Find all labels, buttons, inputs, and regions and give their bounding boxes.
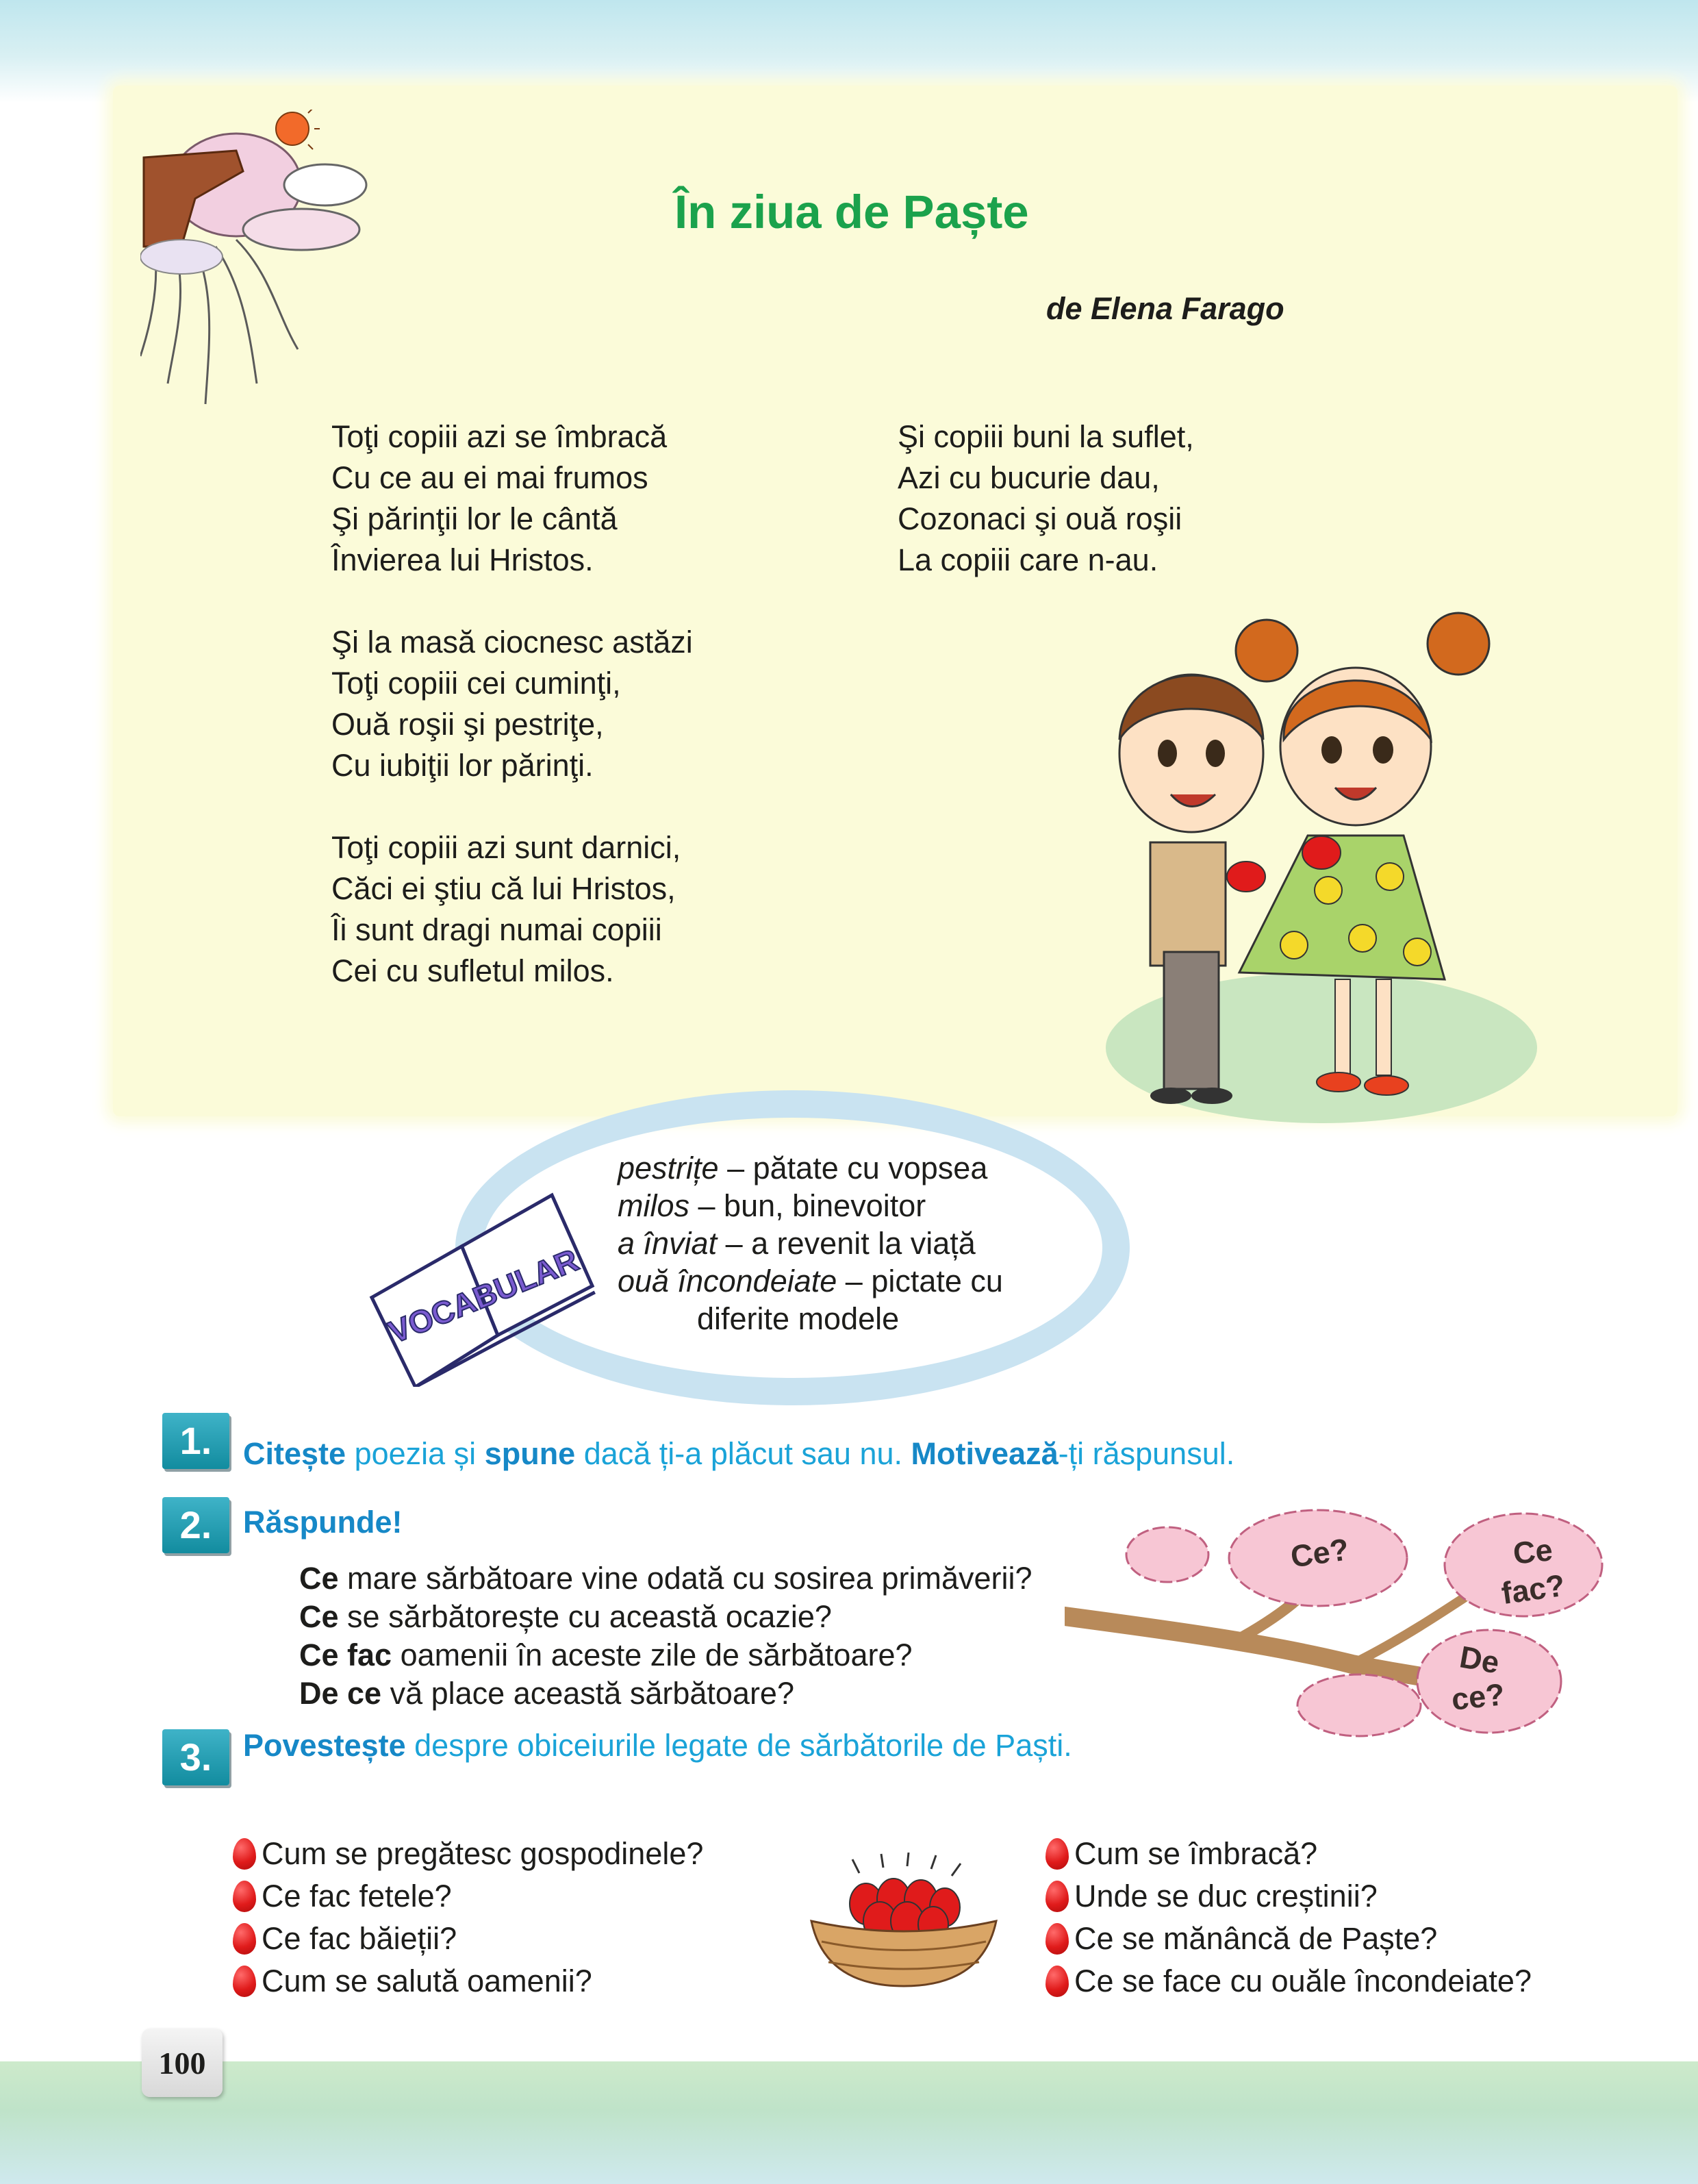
stanza-2: [331, 622, 693, 786]
bottom-decorative-band: [0, 2061, 1698, 2184]
vocab-term: milos: [618, 1188, 690, 1223]
stanza-4: [898, 416, 1194, 581]
question-rest: vă place această sărbătoare?: [381, 1676, 794, 1711]
exercise-2-questions: [299, 1559, 1032, 1713]
exercise-1-verb-say: spune: [484, 1436, 576, 1471]
exercise-3-number: 3.: [162, 1729, 229, 1785]
question-keyword: De ce: [299, 1676, 382, 1711]
vocab-term: pestrițe: [618, 1151, 719, 1185]
poem-line: La copiii care n-au.: [898, 542, 1158, 577]
question-line: [299, 1674, 1032, 1713]
question-rest: se sărbătorește cu această ocazie?: [338, 1599, 832, 1634]
prompt-text: Ce se face cu ouăle încondeiate?: [1074, 1963, 1532, 1998]
stanza-3: [331, 827, 681, 992]
vocab-definition-continuation: diferite modele: [697, 1301, 900, 1336]
red-egg-bullet-icon: [233, 1838, 256, 1870]
question-keyword: Ce fac: [299, 1637, 392, 1672]
poem-line: Căci ei ştiu că lui Hristos,: [331, 871, 676, 906]
vocabulary-entry: [618, 1187, 1003, 1225]
poem-line: Învierea lui Hristos.: [331, 542, 594, 577]
cloud-label-why-1: De: [1457, 1639, 1502, 1681]
exercise-3-verb: Povestește: [243, 1728, 406, 1763]
question-line: [299, 1559, 1032, 1598]
vocabulary-book-icon: [359, 1175, 596, 1387]
question-keyword: Ce: [299, 1561, 339, 1596]
red-egg-bullet-icon: [233, 1881, 256, 1912]
vocabulary-list: [618, 1149, 1003, 1338]
exercise-2-number: 2.: [162, 1497, 229, 1553]
question-keyword: Ce: [299, 1599, 339, 1634]
exercise-1-text: [243, 1436, 1234, 1472]
vocab-term: ouă încondeiate: [618, 1264, 837, 1298]
cloud-label-what-do-2: fac?: [1499, 1567, 1567, 1611]
page-number: 100: [158, 2046, 206, 2081]
exercise-1-verb-read: Citește: [243, 1436, 346, 1471]
exercise-1-fragment: poezia și: [346, 1436, 485, 1471]
vocabulary-entry: [618, 1149, 1003, 1187]
exercise-1-verb-motivate: Motivează: [911, 1436, 1059, 1471]
red-egg-bullet-icon: [1046, 1881, 1069, 1912]
prompt-text: Ce se mănâncă de Paște?: [1074, 1921, 1438, 1956]
vocab-term: a înviat: [618, 1226, 718, 1261]
list-item: [233, 1833, 703, 1875]
poem-author: de Elena Farago: [1046, 291, 1284, 326]
poem-line: Îi sunt dragi numai copiii: [331, 912, 662, 947]
red-egg-bullet-icon: [1046, 1923, 1069, 1955]
list-item: [233, 1960, 703, 2003]
sun-icon: [276, 112, 309, 145]
question-rest: oamenii în aceste zile de sărbătoare?: [392, 1637, 913, 1672]
poem-line: Cozonaci şi ouă roşii: [898, 501, 1182, 536]
exercise-3-text: [243, 1728, 1072, 1763]
red-egg-bullet-icon: [1046, 1966, 1069, 1997]
poem-line: Toţi copiii azi se îmbracă: [331, 419, 668, 454]
poem-line: Ouă roşii şi pestriţe,: [331, 707, 604, 742]
poem-line: Toţi copiii cei cuminţi,: [331, 666, 621, 701]
poem-title: În ziua de Paște: [674, 186, 1029, 238]
exercise-2-heading-text: Răspunde!: [243, 1505, 403, 1540]
exercise-1-number: 1.: [162, 1413, 229, 1469]
poem-line: Cu iubiţii lor părinţi.: [331, 748, 594, 783]
cloud-label-what: Ce?: [1288, 1531, 1352, 1574]
vocab-definition: – bun, binevoitor: [689, 1188, 926, 1223]
list-item: [233, 1918, 703, 1960]
poem-line: Cei cu sufletul milos.: [331, 953, 614, 988]
red-egg-bullet-icon: [233, 1966, 256, 1997]
children-illustration: [1102, 582, 1547, 1123]
cloud-label-what-do-1: Ce: [1511, 1532, 1554, 1571]
poem-line: Cu ce au ei mai frumos: [331, 460, 648, 495]
poem-line: Şi copiii buni la suflet,: [898, 419, 1194, 454]
exercise-2-heading: [243, 1505, 403, 1540]
vocab-definition: – pătate cu vopsea: [718, 1151, 988, 1185]
poem-line: Azi cu bucurie dau,: [898, 460, 1160, 495]
prompt-text: Cum se îmbracă?: [1074, 1836, 1318, 1871]
exercise-3-fragment: despre obiceiurile legate de sărbătorile de Paști.: [405, 1728, 1072, 1763]
exercise-1-fragment: dacă ți-a plăcut sau nu.: [575, 1436, 911, 1471]
cloud-label-why-2: ce?: [1449, 1677, 1506, 1717]
blossom-cloud: [1126, 1527, 1208, 1582]
red-egg-bullet-icon: [1046, 1838, 1069, 1870]
list-item: [1046, 1918, 1532, 1960]
question-rest: mare sărbătoare vine odată cu sosirea primăverii?: [338, 1561, 1032, 1596]
list-item: [1046, 1960, 1532, 2003]
question-line: [299, 1636, 1032, 1674]
list-item: [1046, 1833, 1532, 1875]
vocabulary-badge-text: VOCABULAR: [383, 1242, 583, 1351]
prompts-left: [233, 1833, 703, 2003]
stanza-1: [331, 416, 667, 581]
exercise-1-fragment: -ți răspunsul.: [1058, 1436, 1235, 1471]
vocab-definition: – pictate cu: [837, 1264, 1003, 1298]
prompt-text: Unde se duc creștinii?: [1074, 1879, 1378, 1913]
prompt-text: Ce fac fetele?: [262, 1879, 452, 1913]
vocab-definition: – a revenit la viață: [717, 1226, 976, 1261]
poem-line: Toţi copiii azi sunt darnici,: [331, 830, 681, 865]
vocabulary-entry: [618, 1262, 1003, 1300]
egg-basket-illustration: [804, 1853, 1003, 1990]
question-line: [299, 1598, 1032, 1636]
prompt-text: Cum se salută oamenii?: [262, 1963, 592, 1998]
poem-line: Şi părinţii lor le cântă: [331, 501, 618, 536]
red-egg-bullet-icon: [233, 1923, 256, 1955]
blossom-cloud: [1297, 1674, 1421, 1736]
list-item: [1046, 1875, 1532, 1918]
vocabulary-entry: [618, 1225, 1003, 1262]
prompt-text: Ce fac băieții?: [262, 1921, 457, 1956]
poem-line: Şi la masă ciocnesc astăzi: [331, 625, 693, 660]
prompt-text: Cum se pregătesc gospodinele?: [262, 1836, 704, 1871]
list-item: [233, 1875, 703, 1918]
prompts-right: [1046, 1833, 1532, 2003]
tree-sun-illustration: [140, 110, 394, 411]
